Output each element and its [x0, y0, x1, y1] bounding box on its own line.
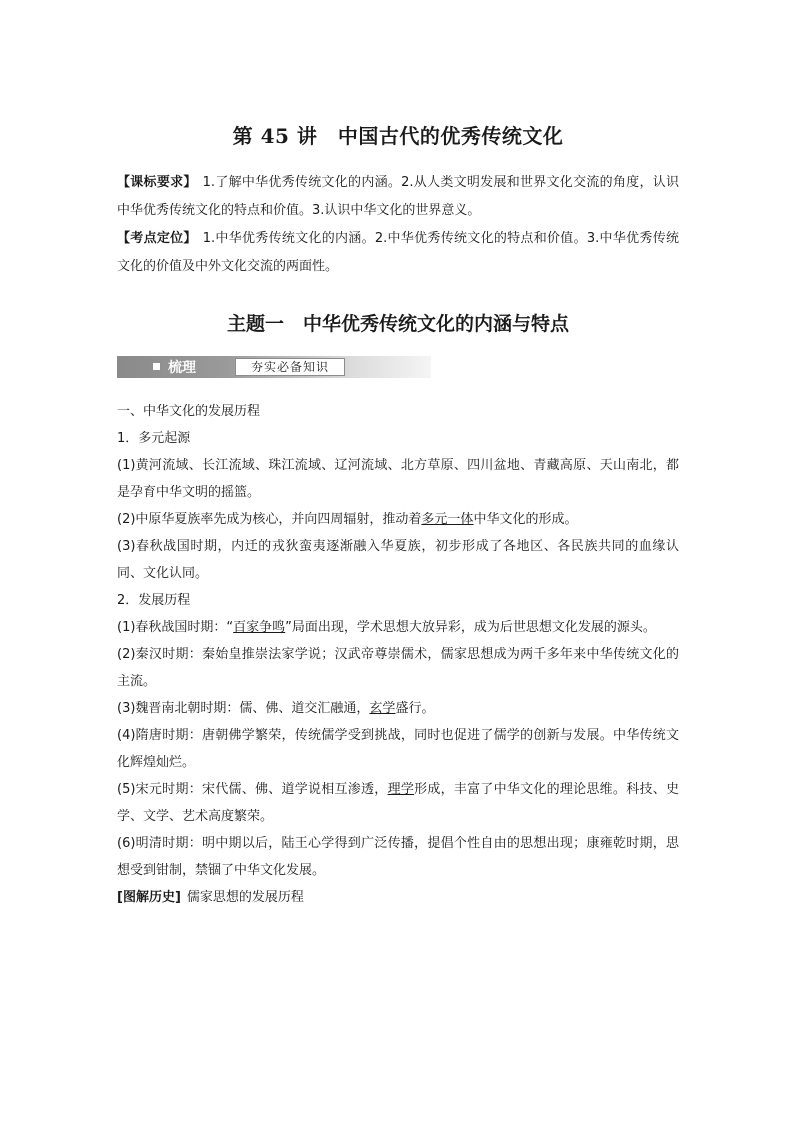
text-segment: (1)春秋战国时期：“ — [117, 620, 234, 635]
curriculum-requirements-label: 【课标要求】 — [117, 175, 197, 190]
topic-title: 主题一 中华优秀传统文化的内涵与特点 — [226, 313, 569, 335]
paragraph-period-5 — [117, 776, 679, 830]
exam-points — [117, 225, 679, 281]
paragraph-period-3 — [117, 695, 679, 722]
text-segment: (2)中原华夏族率先成为核心，并向四周辐射，推动着 — [117, 512, 422, 527]
paragraph-origins-2 — [117, 506, 679, 533]
paragraph-origins-3: (3)春秋战国时期，内迁的戎狄蛮夷逐渐融入华夏族，初步形成了各地区、各民族共同的血缘认同、文化认同。 — [117, 539, 679, 581]
underlined-term: 理学 — [387, 782, 415, 797]
text-segment: 中华文化的形成。 — [473, 512, 578, 527]
text-segment: (3)魏晋南北朝时期：儒、佛、道交汇融通， — [117, 701, 370, 716]
illustrated-history-text: 儒家思想的发展历程 — [186, 890, 304, 905]
section-banner-label: 梳理 — [168, 360, 196, 376]
section-banner-tag: 夯实必备知识 — [235, 358, 345, 376]
text-segment: 形成，丰富了中华文化的理论思维。科技、史学、文学、艺术高度繁荣。 — [117, 782, 679, 824]
illustrated-history-label: [图解历史] — [117, 890, 181, 905]
section-heading: 一、中华文化的发展历程 — [117, 404, 261, 419]
curriculum-requirements-text: 1.了解中华优秀传统文化的内涵。2.从人类文明发展和世界文化交流的角度，认识中华优秀传统文化的特点和价值。3.认识中华文化的世界意义。 — [117, 175, 679, 218]
section-banner — [117, 356, 431, 378]
underlined-term: 百家争鸣 — [233, 620, 286, 635]
paragraph-period-6: (6)明清时期：明中期以后，陆王心学得到广泛传播，提倡个性自由的思想出现；康雍乾时期，思想受到钳制，禁锢了中华文化发展。 — [117, 836, 679, 878]
square-bullet-icon — [153, 363, 160, 370]
subheading-origins: 1．多元起源 — [117, 431, 191, 446]
exam-points-text: 1.中华优秀传统文化的内涵。2.中华优秀传统文化的特点和价值。3.中华优秀传统文化的价值及中外文化交流的两面性。 — [117, 231, 679, 274]
curriculum-requirements — [117, 169, 679, 225]
text-segment: 盛行。 — [395, 701, 435, 716]
underlined-term: 玄学 — [369, 701, 396, 716]
paragraph-period-2: (2)秦汉时期：秦始皇推崇法家学说；汉武帝尊崇儒术，儒家思想成为两千多年来中华传统文化的主流。 — [117, 647, 679, 689]
paragraph-period-4: (4)隋唐时期：唐朝佛学繁荣，传统儒学受到挑战，同时也促进了儒学的创新与发展。中华传统文化辉煌灿烂。 — [117, 728, 679, 770]
illustrated-history — [117, 884, 679, 911]
underlined-term: 多元一体 — [421, 512, 474, 527]
subheading-development: 2．发展历程 — [117, 593, 191, 608]
lecture-title: 第 45 讲 中国古代的优秀传统文化 — [232, 124, 564, 148]
paragraph-origins-1: (1)黄河流域、长江流域、珠江流域、辽河流域、北方草原、四川盆地、青藏高原、天山南北，都是孕育中华文明的摇篮。 — [117, 458, 679, 500]
text-segment: ”局面出现，学术思想大放异彩，成为后世思想文化发展的源头。 — [285, 620, 656, 635]
exam-points-label: 【考点定位】 — [117, 231, 197, 246]
text-segment: (5)宋元时期：宋代儒、佛、道学说相互渗透， — [117, 782, 388, 797]
paragraph-period-1 — [117, 614, 679, 641]
page-content — [117, 120, 679, 911]
